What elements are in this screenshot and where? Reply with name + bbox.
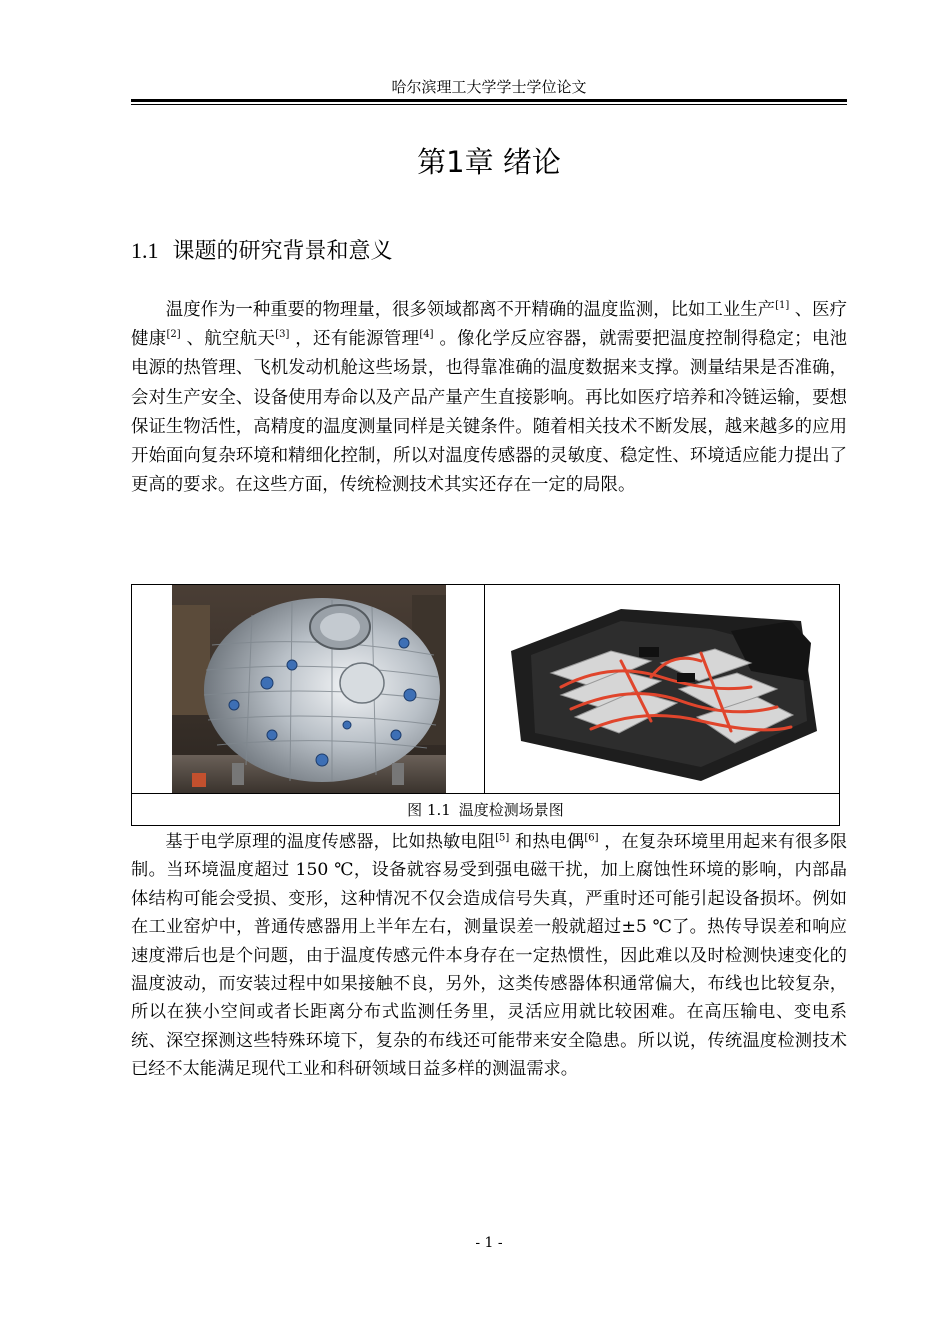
reactor-vessel-image	[172, 585, 446, 793]
figure-label: 图 1.1	[407, 801, 451, 819]
text-run: ，还有能源管理	[289, 329, 420, 350]
page-number: - 1 -	[475, 1235, 503, 1251]
section-title: 课题的研究背景和意义	[172, 239, 393, 264]
section-heading	[131, 232, 847, 271]
figure-caption-text: 温度检测场景图	[458, 801, 564, 819]
text-run: ，在复杂环境里用起来有很多限制。当环境温度超过 150 ℃，设备就容易受到强电磁干扰，加上腐蚀性环境的影响，内部晶体结构可能会受损、变形，这种情况不仅会造成信号失真，严重时还可能引起设备损坏。例如在工业窑炉中，普通传感器用上半年左右，测量误差一般就超过±5 ℃了。热传导误差和响应速度滞后也是个问题，由于温度传感元件本身存在一定热惯性，因此难以及时检测快速变化的温度波动，而安装过程中如果接触不良，另外，这类传感器体积通常偏大，布线也比较复杂，所以在狭小空间或者长距离分布式监测任务里，灵活应用就比较困难。在高压输电、变电系统、深空探测这些特殊环境下，复杂的布线还可能带来安全隐患。所以说，传统温度检测技术已经不太能满足现代工业和科研领域日益多样的测温需求。	[131, 832, 848, 1080]
figure-cell-right	[485, 585, 839, 793]
text-run: 、医疗健康	[131, 300, 847, 350]
header-rule-thin	[131, 104, 847, 105]
citation-3: [3]	[275, 329, 290, 341]
figure-caption	[132, 793, 839, 826]
running-header: 哈尔滨理工大学学士学位论文	[391, 78, 587, 96]
header-rule-thick	[131, 99, 847, 102]
citation-4: [4]	[419, 329, 434, 341]
text-run: 温度作为一种重要的物理量，很多领域都离不开精确的温度监测，比如工业生产	[165, 300, 776, 320]
text-run: 和热电偶	[509, 832, 585, 852]
body-paragraph-1	[131, 296, 847, 500]
citation-1: [1]	[775, 300, 790, 312]
text-run: 、航空航天	[180, 329, 276, 350]
citation-6: [6]	[584, 832, 599, 844]
chapter-title: 第1章 绪论	[417, 145, 561, 179]
figure-table	[131, 584, 840, 826]
battery-pack-image	[501, 591, 821, 787]
section-number: 1.1	[131, 238, 159, 263]
citation-5: [5]	[495, 832, 510, 844]
figure-cell-left	[132, 585, 485, 793]
body-paragraph-2	[131, 828, 847, 1084]
text-run: 基于电学原理的温度传感器，比如热敏电阻	[165, 832, 496, 852]
text-run: 。像化学反应容器，就需要把温度控制得稳定；电池电源的热管理、飞机发动机舱这些场景，也得靠准确的温度数据来支撑。测量结果是否准确，会对生产安全、设备使用寿命以及产品产量产生直接影响。再比如医疗培养和冷链运输，要想保证生物活性，高精度的温度测量同样是关键条件。随着相关技术不断发展，越来越多的应用开始面向复杂环境和精细化控制，所以对温度传感器的灵敏度、稳定性、环境适应能力提出了更高的要求。在这些方面，传统检测技术其实还存在一定的局限。	[131, 329, 848, 496]
citation-2: [2]	[166, 329, 181, 341]
